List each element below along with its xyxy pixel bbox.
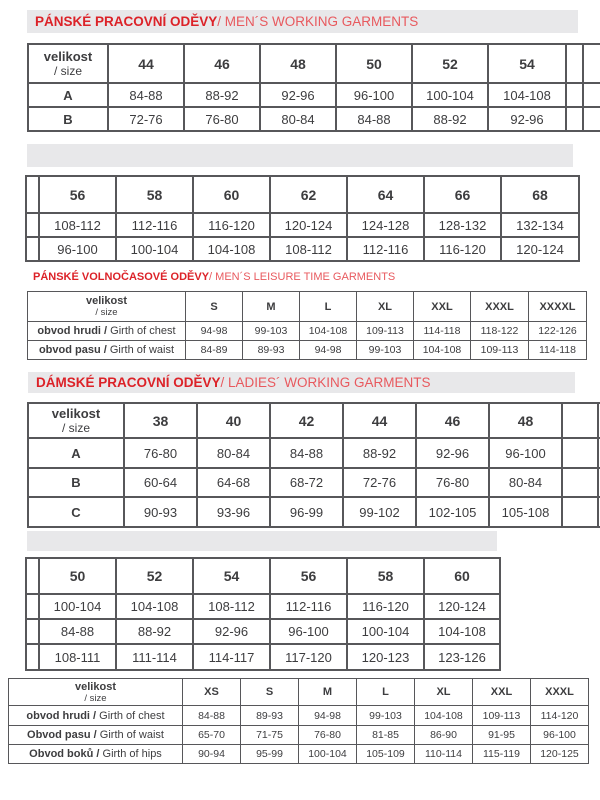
data-cell (562, 497, 598, 527)
header-cell: 46 (416, 403, 489, 438)
row-label-cell: A (28, 83, 108, 107)
header-cell: XXXL (531, 679, 589, 706)
data-cell: 120-124 (424, 594, 500, 619)
row-label-cell: obvod hrudi / Girth of chest (9, 706, 183, 726)
data-cell: 96-99 (270, 497, 343, 527)
header-cell: XS (183, 679, 241, 706)
header-cell: XL (357, 292, 414, 322)
data-cell: 92-96 (488, 107, 566, 131)
data-cell: 88-92 (184, 83, 260, 107)
data-cell: 102-105 (416, 497, 489, 527)
data-cell: 100-104 (299, 745, 357, 764)
data-cell: 88-92 (343, 438, 416, 468)
row-label-cell (26, 213, 39, 237)
header-cell: 56 (270, 558, 347, 594)
data-cell: 93-96 (197, 497, 270, 527)
row-label-cell (26, 619, 39, 644)
data-cell: 72-76 (343, 468, 416, 497)
data-cell (583, 107, 600, 131)
header-cell: 64 (347, 176, 424, 213)
data-cell: 88-92 (116, 619, 193, 644)
data-cell: 116-120 (424, 237, 501, 261)
header-cell: 50 (336, 44, 412, 83)
data-cell: 80-84 (260, 107, 336, 131)
data-cell: 108-112 (39, 213, 116, 237)
data-cell: 116-120 (347, 594, 424, 619)
data-cell: 104-108 (488, 83, 566, 107)
data-cell: 81-85 (357, 726, 415, 745)
data-cell: 84-89 (186, 341, 243, 360)
data-cell: 105-108 (489, 497, 562, 527)
data-cell: 89-93 (243, 341, 300, 360)
ladies-working-size-table-38-48 (27, 402, 600, 528)
title-english: / LADIES´ WORKING GARMENTS (220, 375, 431, 390)
data-cell: 120-124 (270, 213, 347, 237)
data-cell: 105-109 (357, 745, 415, 764)
data-cell: 60-64 (124, 468, 197, 497)
header-cell: L (357, 679, 415, 706)
data-cell: 104-108 (415, 706, 473, 726)
data-cell (562, 468, 598, 497)
header-cell: 66 (424, 176, 501, 213)
table-grid (8, 678, 589, 764)
header-row (28, 44, 600, 83)
ladies-working-title-bar (28, 372, 575, 393)
header-cell: 52 (116, 558, 193, 594)
table-grid (25, 557, 501, 671)
data-cell: 80-84 (489, 468, 562, 497)
data-cell: 123-126 (424, 644, 500, 670)
data-cell: 94-98 (186, 322, 243, 341)
header-cell: 42 (270, 403, 343, 438)
header-row (28, 403, 600, 438)
header-row (26, 176, 579, 213)
table-row (28, 107, 600, 131)
ladies-girth-table (8, 678, 589, 764)
mens-leisure-title (33, 269, 395, 285)
data-cell: 80-84 (197, 438, 270, 468)
header-cell: 58 (116, 176, 193, 213)
header-cell: 44 (108, 44, 184, 83)
data-cell: 88-92 (412, 107, 488, 131)
data-cell: 90-93 (124, 497, 197, 527)
mens-working-size-table-56-68 (25, 175, 580, 262)
data-cell: 94-98 (299, 706, 357, 726)
header-cell: 44 (343, 403, 416, 438)
data-cell: 84-88 (270, 438, 343, 468)
data-cell: 114-117 (193, 644, 270, 670)
mens-working-title (27, 10, 578, 33)
header-cell (566, 44, 583, 83)
header-cell: S (241, 679, 299, 706)
data-cell: 112-116 (270, 594, 347, 619)
data-cell: 120-125 (531, 745, 589, 764)
header-cell: XXL (473, 679, 531, 706)
data-cell: 94-98 (300, 341, 357, 360)
header-cell: 54 (193, 558, 270, 594)
header-cell: 60 (193, 176, 270, 213)
row-label-cell: obvod pasu / Girth of waist (28, 341, 186, 360)
header-cell: 46 (184, 44, 260, 83)
data-cell: 100-104 (39, 594, 116, 619)
header-cell: XXXL (471, 292, 529, 322)
data-cell: 112-116 (116, 213, 193, 237)
table-row (9, 726, 589, 745)
data-cell: 89-93 (241, 706, 299, 726)
data-cell: 100-104 (412, 83, 488, 107)
data-cell: 84-88 (39, 619, 116, 644)
row-label-cell: Obvod boků / Girth of hips (9, 745, 183, 764)
header-cell: 40 (197, 403, 270, 438)
row-label-cell: A (28, 438, 124, 468)
data-cell: 96-100 (270, 619, 347, 644)
row-label-cell: obvod hrudi / Girth of chest (28, 322, 186, 341)
mens-leisure-girth-table (27, 291, 587, 360)
data-cell: 114-118 (529, 341, 587, 360)
header-row (28, 292, 587, 322)
header-cell: XL (415, 679, 473, 706)
header-cell: 56 (39, 176, 116, 213)
data-cell: 104-108 (116, 594, 193, 619)
data-cell: 84-88 (108, 83, 184, 107)
data-cell: 76-80 (416, 468, 489, 497)
data-cell: 99-103 (357, 706, 415, 726)
title-czech: PÁNSKÉ PRACOVNÍ ODĚVY (35, 14, 218, 29)
table-grid (25, 175, 580, 262)
data-cell (566, 83, 583, 107)
data-cell: 118-122 (471, 322, 529, 341)
header-cell (583, 44, 600, 83)
table-row (9, 706, 589, 726)
table-row (9, 745, 589, 764)
row-label-cell (26, 594, 39, 619)
data-cell: 111-114 (116, 644, 193, 670)
data-cell: 114-118 (414, 322, 471, 341)
data-cell: 100-104 (116, 237, 193, 261)
data-cell (583, 83, 600, 107)
header-cell: 48 (489, 403, 562, 438)
data-cell: 122-126 (529, 322, 587, 341)
data-cell: 109-113 (473, 706, 531, 726)
data-cell: 64-68 (197, 468, 270, 497)
data-cell: 112-116 (347, 237, 424, 261)
data-cell: 110-114 (415, 745, 473, 764)
data-cell: 76-80 (124, 438, 197, 468)
title-english: / MEN´S WORKING GARMENTS (217, 14, 419, 29)
data-cell: 132-134 (501, 213, 579, 237)
title-czech: PÁNSKÉ VOLNOČASOVÉ ODĚVY (33, 271, 210, 283)
data-cell: 108-111 (39, 644, 116, 670)
data-cell: 65-70 (183, 726, 241, 745)
data-cell: 92-96 (260, 83, 336, 107)
data-cell: 76-80 (299, 726, 357, 745)
table-grid (27, 43, 600, 132)
data-cell: 86-90 (415, 726, 473, 745)
header-cell: 52 (412, 44, 488, 83)
data-cell: 120-123 (347, 644, 424, 670)
data-cell: 120-124 (501, 237, 579, 261)
header-cell: 50 (39, 558, 116, 594)
data-cell: 104-108 (300, 322, 357, 341)
spacer-bar (27, 531, 497, 551)
header-cell: 48 (260, 44, 336, 83)
data-cell: 96-100 (531, 726, 589, 745)
header-cell: velikost / size (28, 292, 186, 322)
ladies-working-size-table-50-60 (25, 557, 501, 671)
data-cell: 68-72 (270, 468, 343, 497)
header-cell (562, 403, 598, 438)
data-cell: 72-76 (108, 107, 184, 131)
table-row (26, 619, 500, 644)
data-cell: 71-75 (241, 726, 299, 745)
header-row (26, 558, 500, 594)
table-row (28, 497, 600, 527)
data-cell: 114-120 (531, 706, 589, 726)
ladies-working-title (28, 372, 575, 393)
table-row (26, 213, 579, 237)
data-cell: 104-108 (193, 237, 270, 261)
data-cell: 124-128 (347, 213, 424, 237)
header-cell: velikost / size (9, 679, 183, 706)
header-cell: 38 (124, 403, 197, 438)
header-cell: M (243, 292, 300, 322)
data-cell: 96-100 (336, 83, 412, 107)
mens-working-size-table-44-54 (27, 43, 600, 132)
data-cell: 109-113 (357, 322, 414, 341)
header-cell: 62 (270, 176, 347, 213)
header-cell: XXXXL (529, 292, 587, 322)
data-cell: 76-80 (184, 107, 260, 131)
table-row (28, 322, 587, 341)
data-cell (566, 107, 583, 131)
header-cell: 58 (347, 558, 424, 594)
table-row (26, 594, 500, 619)
data-cell: 99-102 (343, 497, 416, 527)
data-cell: 116-120 (193, 213, 270, 237)
header-cell: L (300, 292, 357, 322)
spacer-bar (27, 144, 573, 167)
table-row (28, 341, 587, 360)
data-cell: 96-100 (39, 237, 116, 261)
data-cell: 128-132 (424, 213, 501, 237)
row-label-cell: B (28, 468, 124, 497)
row-label-cell: C (28, 497, 124, 527)
data-cell: 84-88 (336, 107, 412, 131)
data-cell (562, 438, 598, 468)
table-row (28, 468, 600, 497)
header-cell: S (186, 292, 243, 322)
table-row (26, 237, 579, 261)
data-cell: 109-113 (471, 341, 529, 360)
table-grid (27, 402, 600, 528)
header-cell (26, 558, 39, 594)
data-cell: 115-119 (473, 745, 531, 764)
header-cell: 60 (424, 558, 500, 594)
data-cell: 92-96 (416, 438, 489, 468)
data-cell: 108-112 (270, 237, 347, 261)
data-cell: 108-112 (193, 594, 270, 619)
data-cell: 91-95 (473, 726, 531, 745)
data-cell: 84-88 (183, 706, 241, 726)
header-cell: M (299, 679, 357, 706)
data-cell: 100-104 (347, 619, 424, 644)
table-row (28, 83, 600, 107)
data-cell: 117-120 (270, 644, 347, 670)
title-czech: DÁMSKÉ PRACOVNÍ ODĚVY (36, 375, 221, 390)
row-label-cell: Obvod pasu / Girth of waist (9, 726, 183, 745)
table-row (28, 438, 600, 468)
row-label-cell (26, 237, 39, 261)
table-grid (27, 291, 587, 360)
row-label-cell: B (28, 107, 108, 131)
data-cell: 95-99 (241, 745, 299, 764)
header-cell: velikost / size (28, 403, 124, 438)
data-cell: 90-94 (183, 745, 241, 764)
data-cell: 104-108 (424, 619, 500, 644)
data-cell: 104-108 (414, 341, 471, 360)
mens-working-title-bar (27, 10, 578, 33)
data-cell: 92-96 (193, 619, 270, 644)
header-cell: 54 (488, 44, 566, 83)
table-row (26, 644, 500, 670)
header-cell (26, 176, 39, 213)
title-english: / MEN´S LEISURE TIME GARMENTS (209, 271, 396, 283)
header-cell: 68 (501, 176, 579, 213)
header-row (9, 679, 589, 706)
row-label-cell (26, 644, 39, 670)
data-cell: 96-100 (489, 438, 562, 468)
header-cell: XXL (414, 292, 471, 322)
data-cell: 99-103 (357, 341, 414, 360)
data-cell: 99-103 (243, 322, 300, 341)
header-cell: velikost / size (28, 44, 108, 83)
